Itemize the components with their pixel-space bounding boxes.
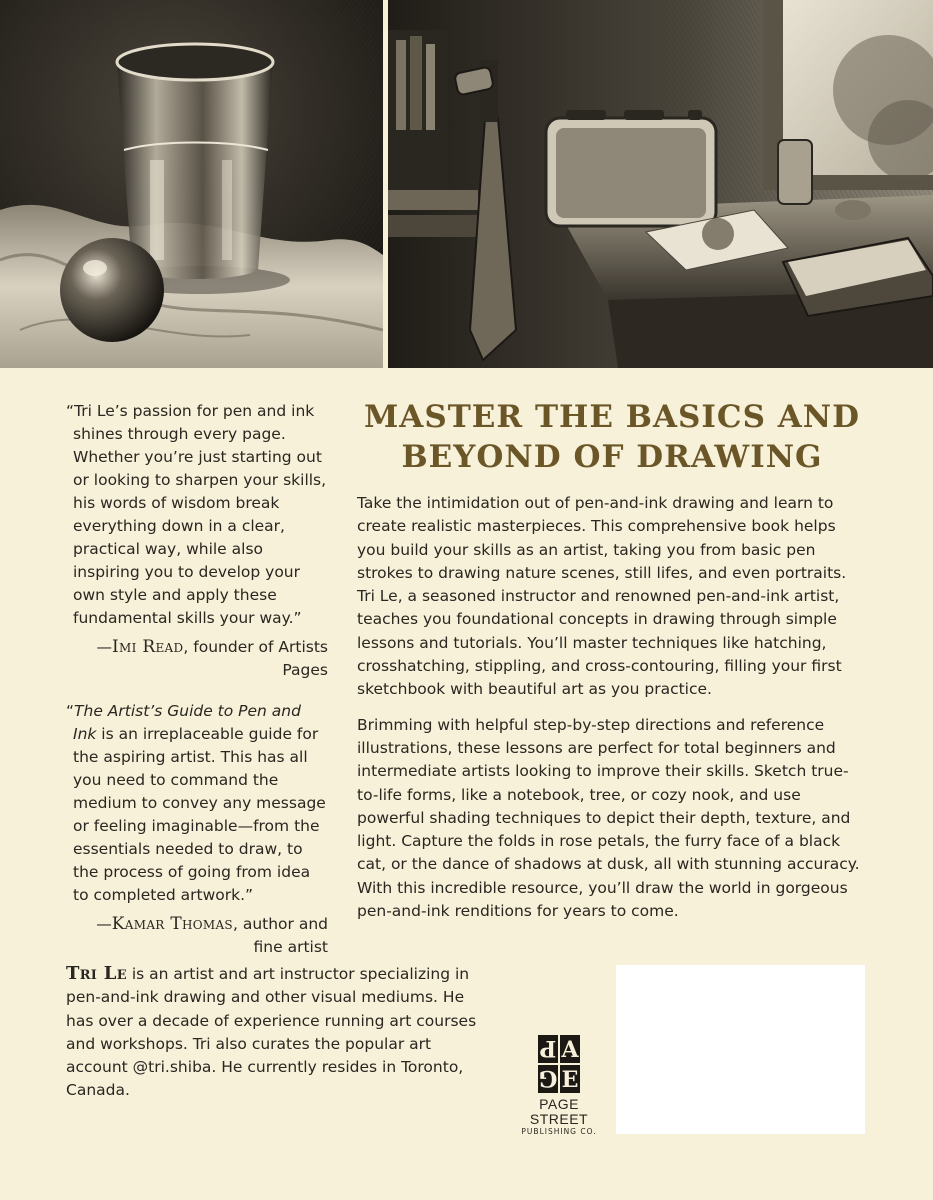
- publisher-type-block-icon: [537, 1034, 581, 1094]
- testimonial-attribution: —Imi Read, founder of Artists Pages: [96, 637, 328, 679]
- description-paragraph-1: Take the intimidation out of pen-and-ink drawing and learn to create realistic masterpieces. This comprehensive book helps you build your skills as an artist, taking you from basic pen strokes to drawing nature scenes, still lifes, and even portraits. Tri Le, a seasoned instructor and renowned pen-and-ink artist, teaches you foundational concepts in drawing through simple lessons and tutorials. You’ll master techniques like hatching, crosshatching, stippling, and cross-contouring, filling your first sketchbook with beautiful art as you practice.: [357, 494, 847, 699]
- headline-line-2: BEYOND OF DRAWING: [401, 439, 823, 475]
- publisher-name: PAGE STREET: [529, 1096, 589, 1127]
- headline-line-1: MASTER THE BASICS AND: [363, 399, 861, 435]
- svg-text:G: G: [538, 1065, 558, 1091]
- barcode-area: [616, 965, 865, 1134]
- svg-text:A: A: [561, 1037, 579, 1063]
- testimonial-author-role: , founder of Artists Pages: [183, 638, 328, 679]
- book-title: The Artist’s Guide to Pen and Ink: [73, 702, 301, 743]
- svg-text:E: E: [561, 1067, 579, 1093]
- testimonial-author-role: , author and fine artist: [232, 915, 328, 956]
- description-paragraph-2: Brimming with helpful step-by-step directions and reference illustrations, these lessons are perfect for total beginners and intermediate artists looking to improve their skills. Sketch true-to-life forms, like a notebook, tree, or cozy nook, and use powerful shading techniques to depict their depth, texture, and light. Capture the folds in rose petals, the furry face of a black cat, or the dance of shadows at dusk, all with stunning accuracy. With this incredible resource, you’ll draw the world in gorgeous pen-and-ink renditions for years to come.: [357, 715, 860, 921]
- still-life-glass-and-sphere-illustration: [0, 0, 383, 368]
- desk-illustration: [388, 0, 933, 368]
- testimonial-author: Kamar Thomas: [111, 914, 233, 934]
- author-name: Tri Le: [66, 963, 127, 984]
- testimonial-attribution: —Kamar Thomas, author and fine artist: [96, 914, 328, 956]
- testimonial-text: “The Artist’s Guide to Pen and Ink is an irreplaceable guide for the aspiring artist. This has all you need to command the medium to convey any message or feeling imaginable—from the essentials needed to draw, to the process of going from idea to completed artwork.”: [66, 702, 326, 904]
- still-life-illustration: [0, 0, 383, 368]
- testimonial-kamar-thomas: [66, 700, 328, 959]
- cover-illustrations: [0, 0, 933, 368]
- book-description: [357, 492, 867, 923]
- testimonial-imi-read: [66, 400, 328, 682]
- publisher-logo: [512, 1034, 606, 1137]
- testimonial-text: “Tri Le’s passion for pen and ink shines through every page. Whether you’re just starting out or looking to sharpen your skills, his words of wisdom break everything down in a clear, practical way, while also inspiring you to develop your own style and apply these fundamental skills your way.”: [66, 402, 327, 627]
- publisher-subtitle: PUBLISHING CO.: [521, 1127, 597, 1136]
- author-bio: [66, 962, 486, 1103]
- author-bio-text: is an artist and art instructor specializing in pen-and-ink drawing and other visual mediums. He has over a decade of experience running art courses and workshops. Tri also curates the popular art account @tri.shiba. He currently resides in Toronto, Canada.: [66, 965, 477, 1100]
- headline: [357, 397, 867, 477]
- svg-text:P: P: [539, 1035, 557, 1061]
- testimonial-author: Imi Read: [112, 637, 184, 657]
- desk-with-guitar-and-speaker-illustration: [388, 0, 933, 368]
- testimonials: [66, 400, 328, 959]
